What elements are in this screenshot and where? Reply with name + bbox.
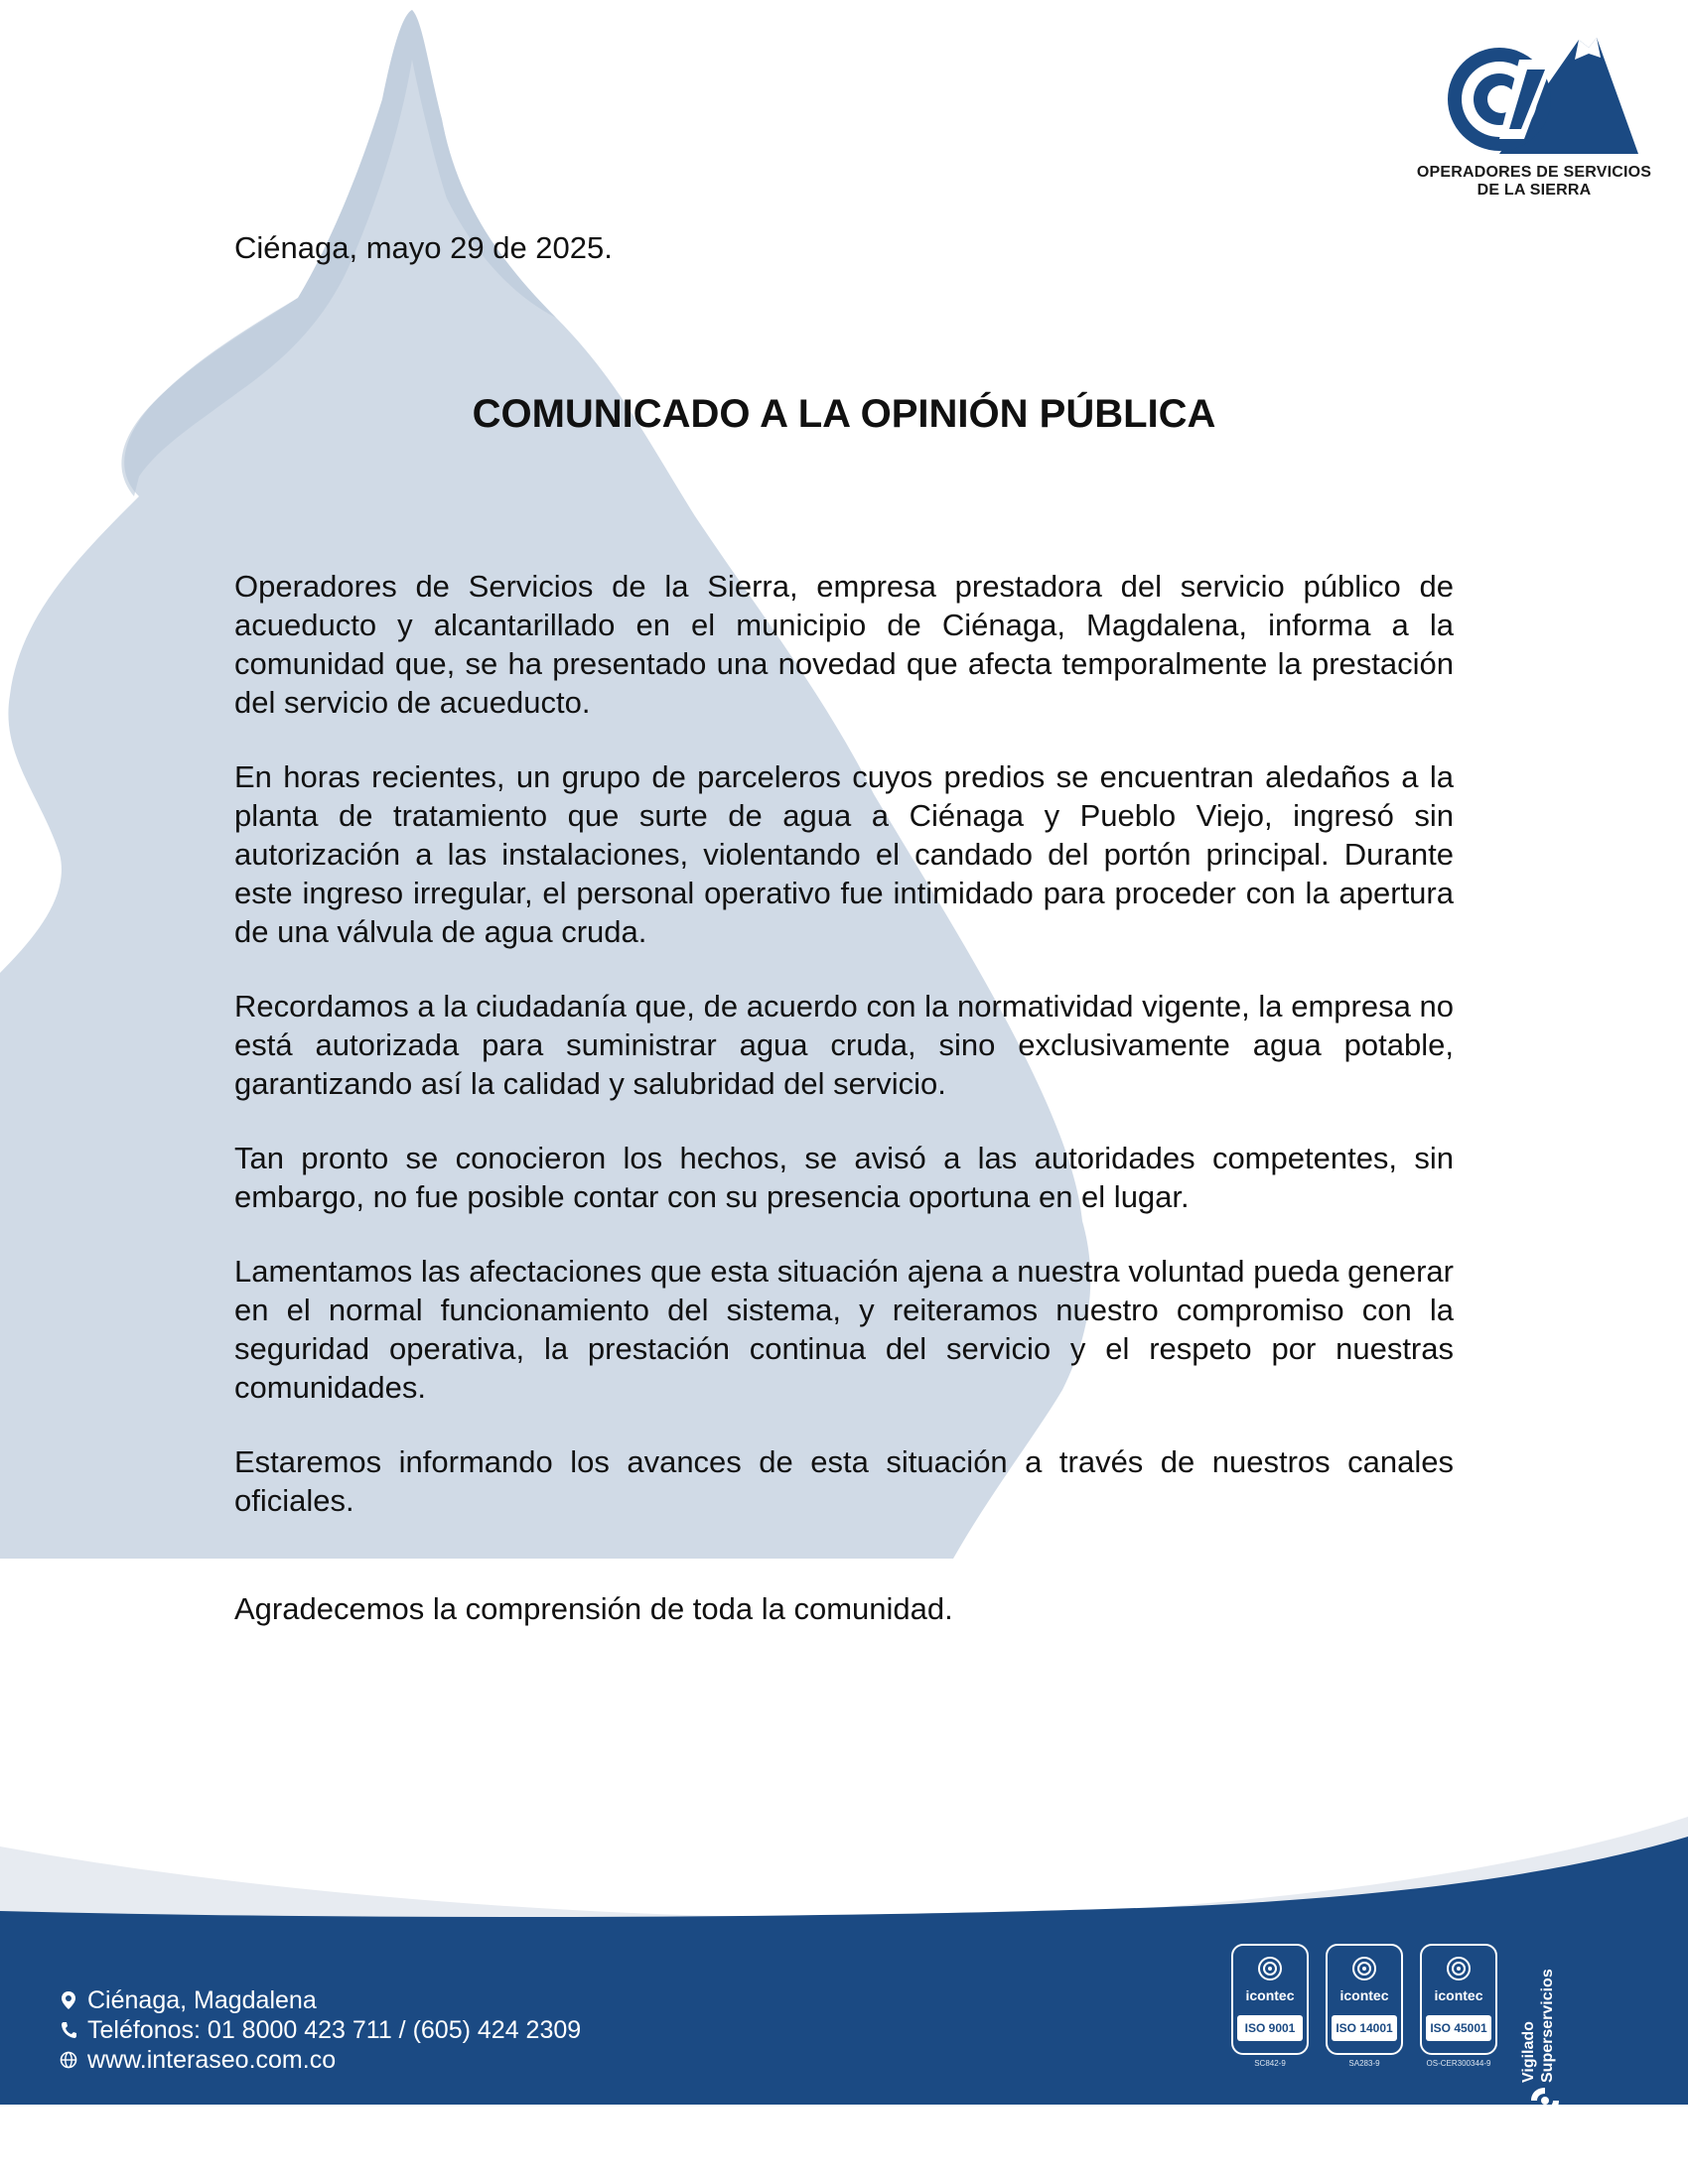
vigilado-line2: Superservicios [1539,1969,1556,2083]
cert-code: OS-CER300344-9 [1426,2059,1491,2068]
superservicios-logo-icon [1525,2083,1565,2118]
vigilado-line1: Vigilado [1520,2021,1537,2083]
closing-line: Agradecemos la comprensión de toda la comunidad. [234,1591,953,1626]
footer-contact [60,1985,581,2075]
letter-date: Ciénaga, mayo 29 de 2025. [234,230,613,265]
location-pin-icon [60,1990,77,2010]
cert-brand: icontec [1339,1987,1389,2003]
letter-body [234,228,1454,1628]
logo-mountain-icon [1430,30,1638,164]
vigilado-superservicios [1519,1914,1579,2083]
cert-badge-iso-9001 [1231,1944,1309,2055]
logo-text-line2: DE LA SIERRA [1477,182,1592,199]
letter-title: COMUNICADO A LA OPINIÓN PÚBLICA [472,392,1216,436]
cert-badge-iso-14001 [1326,1944,1403,2055]
paragraph-4: Tan pronto se conocieron los hechos, se avisó a las autoridades competentes, sin embargo, no fue posible contar con su presencia oportuna en el lugar. [234,1141,1454,1214]
paragraph-1: Operadores de Servicios de la Sierra, empresa prestadora del servicio público de acueducto y alcantarillado en el municipio de Ciénaga, Magdalena, informa a la comunidad que, se ha presentado una novedad que afecta temporalmente la prestación del servicio de acueducto. [234,569,1454,720]
phone-icon [60,2020,77,2040]
contact-location [60,1985,581,2015]
company-logo [1410,30,1658,208]
contact-phones [60,2015,581,2045]
paragraph-5: Lamentamos las afectaciones que esta situación ajena a nuestra voluntad pueda generar en el normal funcionamiento del sistema, y reiteramos nuestro compromiso con la seguridad operativa, la prestación continua del servicio y el respeto por nuestras comunidades. [234,1254,1454,1405]
vigilado-text [1519,1914,1579,2083]
globe-icon [60,2050,77,2070]
cert-badge-iso-45001 [1420,1944,1497,2055]
cert-standard: ISO 14001 [1332,2015,1397,2041]
website-link[interactable]: www.interaseo.com.co [87,2046,337,2074]
location-text: Ciénaga, Magdalena [87,1986,317,2014]
icontec-icon [1351,1956,1377,1981]
icontec-icon [1446,1956,1472,1981]
cert-code: SC842-9 [1254,2059,1286,2068]
phones-text: Teléfonos: 01 8000 423 711 / (605) 424 2309 [87,2016,582,2044]
paragraph-3: Recordamos a la ciudadanía que, de acuerdo con la normatividad vigente, la empresa no está autorizada para suministrar agua cruda, sino exclusivamente agua potable, garantizando así la calidad y salubridad del servicio. [234,989,1454,1101]
cert-standard: ISO 9001 [1237,2015,1303,2041]
icontec-icon [1257,1956,1283,1981]
cert-brand: icontec [1434,1987,1483,2003]
cert-standard: ISO 45001 [1426,2015,1491,2041]
cert-code: SA283-9 [1348,2059,1380,2068]
cert-brand: icontec [1245,1987,1295,2003]
contact-website[interactable] [60,2045,581,2075]
logo-text-line1: OPERADORES DE SERVICIOS [1416,164,1652,181]
paragraph-6: Estaremos informando los avances de esta situación a través de nuestros canales oficiales. [234,1444,1454,1518]
logo-text [1410,164,1658,200]
paragraph-2: En horas recientes, un grupo de parceleros cuyos predios se encuentran aledaños a la planta de tratamiento que surte de agua a Ciénaga y Pueblo Viejo, ingresó sin autorización a las instalaciones, violentando el candado del portón principal. Durante este ingreso irregular, el personal operativo fue intimidado para proceder con la apertura de una válvula de agua cruda. [234,759,1454,949]
